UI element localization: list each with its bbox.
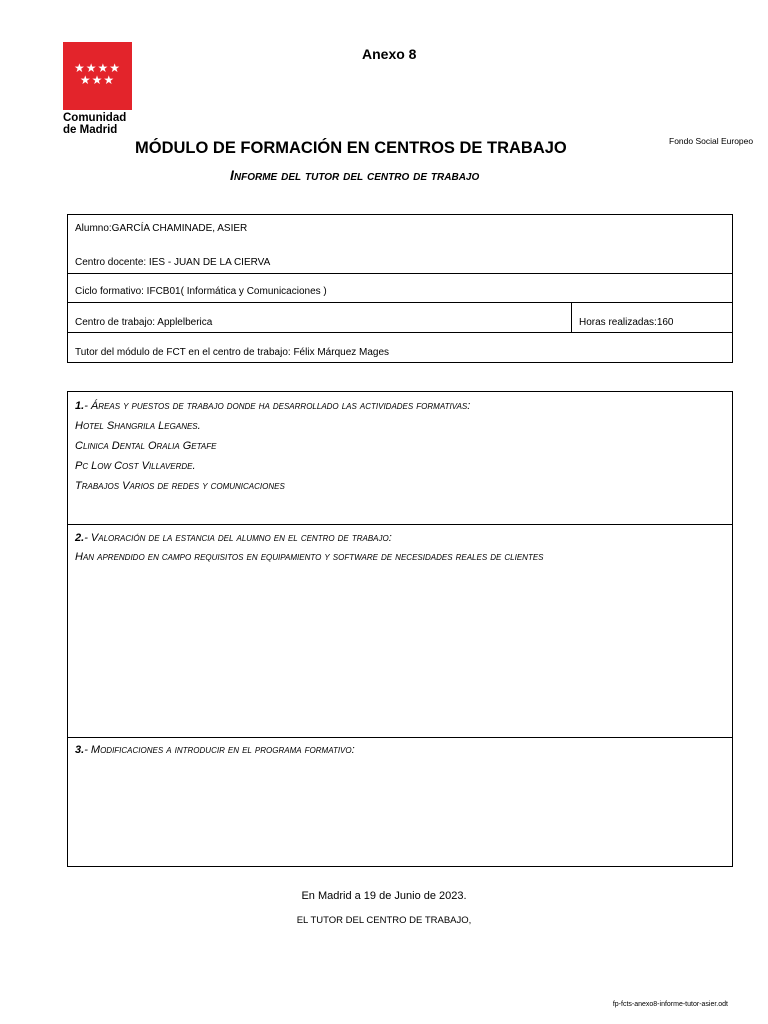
section-3-heading-text: - Modificaciones a introducir en el programa formativo: xyxy=(84,744,355,756)
section-1-number: 1. xyxy=(75,400,85,412)
info-row-alumno xyxy=(68,215,732,274)
section-2-number: 2. xyxy=(75,532,85,544)
stars-icon: ★★★★ ★★★ xyxy=(73,61,122,87)
section-1-item: Pc Low Cost Villaverde. xyxy=(75,460,196,472)
page-title: MÓDULO DE FORMACIÓN EN CENTROS DE TRABAJO xyxy=(135,139,567,157)
logo-text-line2: de Madrid xyxy=(63,124,118,136)
page-subtitle: Informe del tutor del centro de trabajo xyxy=(230,167,480,183)
section-1-heading xyxy=(75,400,470,412)
sections-box xyxy=(67,391,733,867)
section-1-item: Trabajos Varios de redes y comunicaciones xyxy=(75,480,285,492)
signature-date: En Madrid a 19 de Junio de 2023. xyxy=(301,890,467,902)
centro-docente-field: Centro docente: IES - JUAN DE LA CIERVA xyxy=(75,257,271,268)
column-divider xyxy=(571,303,572,332)
section-3 xyxy=(68,738,732,866)
section-2-text: Han aprendido en campo requisitos en equipamiento y software de necesidades reales de clientes xyxy=(75,551,544,563)
info-row-tutor xyxy=(68,333,732,364)
signature-tutor: EL TUTOR DEL CENTRO DE TRABAJO, xyxy=(296,915,472,926)
filename-footer: fp-fcts-anexo8-informe-tutor-asier.odt xyxy=(612,1001,728,1008)
centro-trabajo-field: Centro de trabajo: Applelberica xyxy=(75,317,213,328)
section-2-heading-text: - Valoración de la estancia del alumno en el centro de trabajo: xyxy=(84,532,392,544)
section-1 xyxy=(68,392,732,525)
horas-field: Horas realizadas:160 xyxy=(579,317,674,328)
section-1-item: Clinica Dental Oralia Getafe xyxy=(75,440,217,452)
alumno-field: Alumno:GARCÍA CHAMINADE, ASIER xyxy=(75,223,248,234)
logo-text xyxy=(63,112,126,136)
section-1-heading-text: - Áreas y puestos de trabajo donde ha desarrollado las actividades formativas: xyxy=(84,400,471,412)
tutor-field: Tutor del módulo de FCT en el centro de trabajo: Félix Márquez Mages xyxy=(75,347,390,358)
info-row-centro-trabajo xyxy=(68,303,732,333)
section-2-heading xyxy=(75,532,392,544)
section-1-item: Hotel Shangrila Leganes. xyxy=(75,420,201,432)
ciclo-field: Ciclo formativo: IFCB01( Informática y Comunicaciones ) xyxy=(75,286,327,297)
anexo-label: Anexo 8 xyxy=(362,46,417,62)
comunidad-madrid-logo xyxy=(63,42,132,110)
section-3-heading xyxy=(75,744,355,756)
section-2 xyxy=(68,525,732,738)
section-3-number: 3. xyxy=(75,744,85,756)
info-row-ciclo xyxy=(68,274,732,303)
fondo-social-label: Fondo Social Europeo xyxy=(669,136,754,146)
info-box xyxy=(67,214,733,363)
logo-text-line1: Comunidad xyxy=(63,112,127,124)
